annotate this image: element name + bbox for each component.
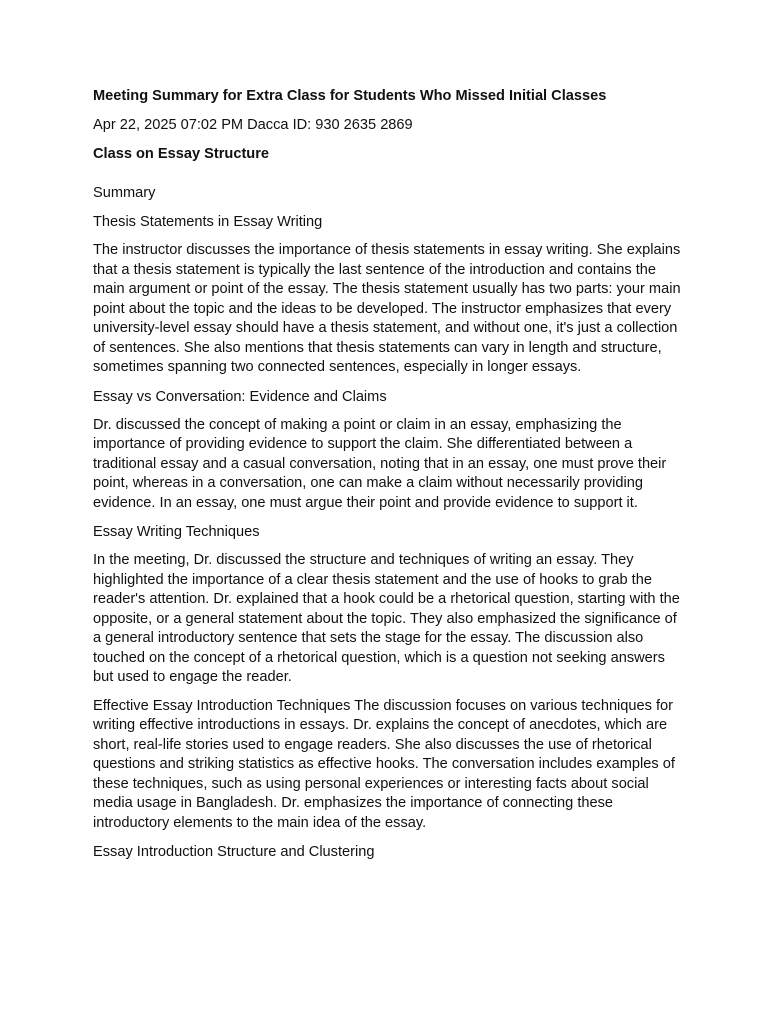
section-body-thesis: The instructor discusses the importance of thesis statements in essay writing. She explains that a thesis statement is typically the last sentence of the introduction and contains the main argument or point of the essay. The thesis statement usually has two parts: your main point about the topic and the ideas to be developed. The instructor emphasizes that every university-level essay should have a thesis statement, and without one, it's just a collection of sentences. She also mentions that thesis statements can vary in length and structure, sometimes spanning two connected sentences, especially in longer essays.: [93, 242, 681, 375]
meeting-meta: Apr 22, 2025 07:02 PM Dacca ID: 930 2635 2869: [93, 117, 413, 133]
section-heading-clustering: Essay Introduction Structure and Clustering: [93, 844, 375, 860]
summary-label: Summary: [93, 185, 156, 201]
section-heading-techniques: Essay Writing Techniques: [93, 524, 260, 540]
section-body-techniques: In the meeting, Dr. discussed the structure and techniques of writing an essay. They highlighted the importance of a clear thesis statement and the use of hooks to grab the reader's attention. Dr. explained that a hook could be a rhetorical question, starting with the opposite, or a general statement about the topic. They also emphasized the significance of a general introductory sentence that sets the stage for the essay. The discussion also touched on the concept of a rhetorical question, which is a question not seeking answers but used to engage the reader.: [93, 552, 680, 685]
document-title: Meeting Summary for Extra Class for Students Who Missed Initial Classes: [93, 88, 607, 104]
section-introduction-techniques: Effective Essay Introduction Techniques The discussion focuses on various techniques for writing effective introductions in essays. Dr. explains the concept of anecdotes, which are short, real-life stories used to engage readers. She also discusses the use of rhetorical questions and striking statistics as effective hooks. The conversation includes examples of these techniques, such as using personal experiences or interesting facts about social media usage in Bangladesh. Dr. emphasizes the importance of connecting these introductory elements to the main idea of the essay.: [93, 697, 675, 831]
section-heading-thesis: Thesis Statements in Essay Writing: [93, 214, 323, 230]
document-page: [93, 86, 683, 871]
document-subtitle: Class on Essay Structure: [93, 146, 270, 162]
section-heading-evidence: Essay vs Conversation: Evidence and Claims: [93, 388, 387, 405]
section-body-evidence: Dr. discussed the concept of making a point or claim in an essay, emphasizing the importance of providing evidence to support the claim. She differentiated between a traditional essay and a casual conversation, noting that in an essay, one must prove their point, whereas in a conversation, one can make a claim without necessarily providing evidence. In an essay, one must argue their point and provide evidence to support it.: [93, 416, 667, 511]
